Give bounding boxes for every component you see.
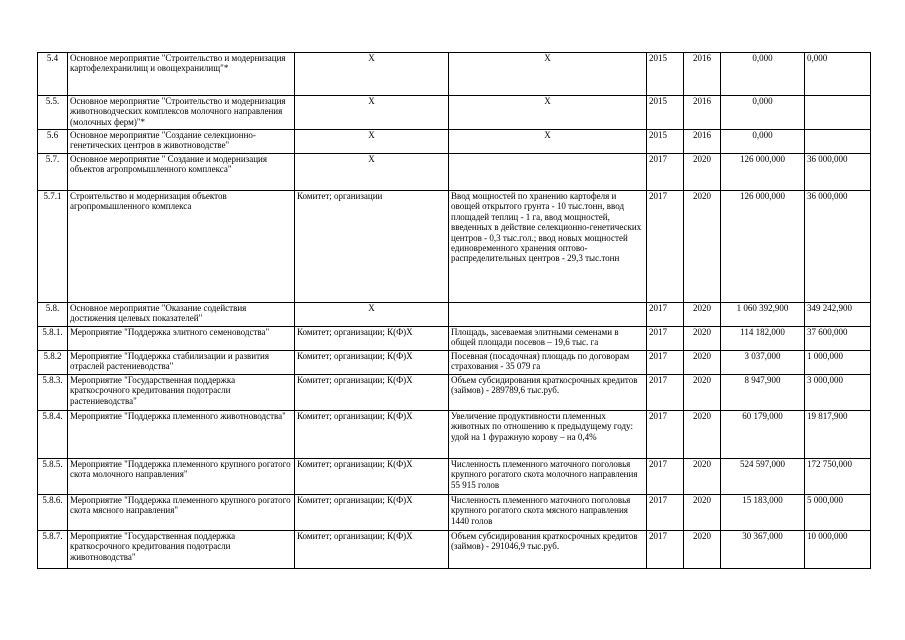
table-row (38, 411, 871, 459)
table-body (38, 53, 871, 569)
activity-name-cell: Мероприятие "Поддержка племенного крупного рогатого скота молочного направления" (68, 459, 295, 495)
result-cell: Площадь, засеваемая элитными семенами в общей площади посевов – 19,6 тыс. га (449, 327, 647, 351)
year-amount-cell: 172 750,000 (805, 459, 871, 495)
end-year-cell: 2020 (684, 191, 721, 303)
end-year-cell: 2020 (684, 375, 721, 411)
total-amount-cell: 0,000 (721, 53, 805, 96)
total-amount-cell: 114 182,000 (721, 327, 805, 351)
result-cell: Объем субсидирования краткосрочных кредитов (займов) - 291046,9 тыс.руб. (449, 531, 647, 569)
start-year-cell: 2017 (647, 495, 684, 531)
executor-cell: Комитет; организации; К(Ф)Х (295, 375, 449, 411)
result-cell: Увеличение продуктивности племенных животных по отношению к предыдущему году: удой на 1 фуражную корову – на 0,4% (449, 411, 647, 459)
total-amount-cell: 8 947,900 (721, 375, 805, 411)
year-amount-cell: 36 000,000 (805, 154, 871, 191)
table-row (38, 53, 871, 96)
result-cell: Объем субсидирования краткосрочных кредитов (займов) - 289789,6 тыс.руб. (449, 375, 647, 411)
start-year-cell: 2017 (647, 459, 684, 495)
total-amount-cell: 1 060 392,900 (721, 303, 805, 327)
activity-name-cell: Мероприятие "Поддержка элитного семеноводства" (68, 327, 295, 351)
start-year-cell: 2017 (647, 191, 684, 303)
end-year-cell: 2016 (684, 53, 721, 96)
row-number-cell: 5.8.2 (38, 351, 68, 375)
table-row (38, 96, 871, 130)
result-cell: Х (449, 53, 647, 96)
end-year-cell: 2020 (684, 351, 721, 375)
total-amount-cell: 126 000,000 (721, 154, 805, 191)
start-year-cell: 2017 (647, 154, 684, 191)
row-number-cell: 5.8.7. (38, 531, 68, 569)
row-number-cell: 5.5. (38, 96, 68, 130)
total-amount-cell: 524 597,000 (721, 459, 805, 495)
total-amount-cell: 15 183,000 (721, 495, 805, 531)
year-amount-cell: 37 600,000 (805, 327, 871, 351)
end-year-cell: 2020 (684, 154, 721, 191)
start-year-cell: 2017 (647, 351, 684, 375)
end-year-cell: 2016 (684, 130, 721, 154)
start-year-cell: 2015 (647, 53, 684, 96)
end-year-cell: 2020 (684, 327, 721, 351)
row-number-cell: 5.8.6. (38, 495, 68, 531)
row-number-cell: 5.8. (38, 303, 68, 327)
end-year-cell: 2020 (684, 411, 721, 459)
year-amount-cell: 0,000 (805, 53, 871, 96)
activity-name-cell: Мероприятие "Поддержка племенного крупного рогатого скота мясного направления" (68, 495, 295, 531)
activity-name-cell: Основное мероприятие " Создание и модернизация объектов агропромышленного комплекса" (68, 154, 295, 191)
table-row (38, 375, 871, 411)
table-row (38, 459, 871, 495)
executor-cell: Х (295, 96, 449, 130)
table-row (38, 303, 871, 327)
end-year-cell: 2020 (684, 495, 721, 531)
end-year-cell: 2020 (684, 459, 721, 495)
executor-cell: Комитет; организации; К(Ф)Х (295, 351, 449, 375)
table-row (38, 495, 871, 531)
start-year-cell: 2017 (647, 375, 684, 411)
row-number-cell: 5.8.1. (38, 327, 68, 351)
table-row (38, 154, 871, 191)
activity-name-cell: Основное мероприятие "Строительство и модернизация картофелехранилищ и овощехранилищ"* (68, 53, 295, 96)
total-amount-cell: 3 037,000 (721, 351, 805, 375)
total-amount-cell: 0,000 (721, 130, 805, 154)
total-amount-cell: 60 179,000 (721, 411, 805, 459)
result-cell: Х (449, 130, 647, 154)
year-amount-cell: 349 242,900 (805, 303, 871, 327)
executor-cell: Комитет; организации; К(Ф)Х (295, 411, 449, 459)
executor-cell: Х (295, 130, 449, 154)
end-year-cell: 2020 (684, 303, 721, 327)
start-year-cell: 2017 (647, 327, 684, 351)
executor-cell: Х (295, 53, 449, 96)
start-year-cell: 2015 (647, 96, 684, 130)
year-amount-cell (805, 130, 871, 154)
start-year-cell: 2017 (647, 531, 684, 569)
result-cell: Численность племенного маточного поголовья крупного рогатого скота мясного направления 1440 голов (449, 495, 647, 531)
activity-name-cell: Основное мероприятие "Оказание содействия достижения целевых показателей" (68, 303, 295, 327)
executor-cell: Комитет; организации; К(Ф)Х (295, 327, 449, 351)
executor-cell: Комитет; организации; К(Ф)Х (295, 531, 449, 569)
executor-cell: Комитет; организации (295, 191, 449, 303)
start-year-cell: 2015 (647, 130, 684, 154)
total-amount-cell: 126 000,000 (721, 191, 805, 303)
year-amount-cell (805, 96, 871, 130)
row-number-cell: 5.7. (38, 154, 68, 191)
total-amount-cell: 30 367,000 (721, 531, 805, 569)
total-amount-cell: 0,000 (721, 96, 805, 130)
program-table (37, 52, 871, 569)
year-amount-cell: 19 817,900 (805, 411, 871, 459)
year-amount-cell: 1 000,000 (805, 351, 871, 375)
result-cell: Численность племенного маточного поголовья крупного рогатого скота молочного направления 55 915 голов (449, 459, 647, 495)
year-amount-cell: 3 000,000 (805, 375, 871, 411)
start-year-cell: 2017 (647, 303, 684, 327)
year-amount-cell: 36 000,000 (805, 191, 871, 303)
result-cell: Х (449, 96, 647, 130)
result-cell: Посевная (посадочная) площадь по договорам страхования - 35 079 га (449, 351, 647, 375)
result-cell (449, 154, 647, 191)
table-row (38, 531, 871, 569)
activity-name-cell: Мероприятие "Поддержка стабилизации и развития отраслей растениеводства" (68, 351, 295, 375)
table-row (38, 327, 871, 351)
start-year-cell: 2017 (647, 411, 684, 459)
row-number-cell: 5.7.1 (38, 191, 68, 303)
result-cell: Ввод мощностей по хранению картофеля и овощей открытого грунта - 10 тыс.тонн, ввод площадей теплиц - 1 га, ввод мощностей, введенных в действие селекционно-генетических центров - 0,3 тыс.гол.; ввод новых мощностей единовременного хранения оптово-распределительных центров - 29,3 тыс.тонн (449, 191, 647, 303)
activity-name-cell: Основное мероприятие "Строительство и модернизация животноводческих комплексов молочного направления (молочных ферм)"* (68, 96, 295, 130)
activity-name-cell: Мероприятие "Поддержка племенного животноводства" (68, 411, 295, 459)
year-amount-cell: 5 000,000 (805, 495, 871, 531)
row-number-cell: 5.6 (38, 130, 68, 154)
executor-cell: Комитет; организации; К(Ф)Х (295, 459, 449, 495)
executor-cell: Х (295, 303, 449, 327)
row-number-cell: 5.8.3. (38, 375, 68, 411)
end-year-cell: 2016 (684, 96, 721, 130)
activity-name-cell: Мероприятие "Государственная поддержка краткосрочного кредитования подотрасли животноводства" (68, 531, 295, 569)
activity-name-cell: Основное мероприятие "Создание селекционно-генетических центров в животноводстве" (68, 130, 295, 154)
end-year-cell: 2020 (684, 531, 721, 569)
executor-cell: Х (295, 154, 449, 191)
table-row (38, 130, 871, 154)
executor-cell: Комитет; организации; К(Ф)Х (295, 495, 449, 531)
result-cell (449, 303, 647, 327)
row-number-cell: 5.8.4. (38, 411, 68, 459)
activity-name-cell: Мероприятие "Государственная поддержка краткосрочного кредитования подотрасли растениеводства" (68, 375, 295, 411)
row-number-cell: 5.8.5. (38, 459, 68, 495)
row-number-cell: 5.4 (38, 53, 68, 96)
table-row (38, 191, 871, 303)
table-row (38, 351, 871, 375)
year-amount-cell: 10 000,000 (805, 531, 871, 569)
activity-name-cell: Строительство и модернизация объектов агропромышленного комплекса (68, 191, 295, 303)
